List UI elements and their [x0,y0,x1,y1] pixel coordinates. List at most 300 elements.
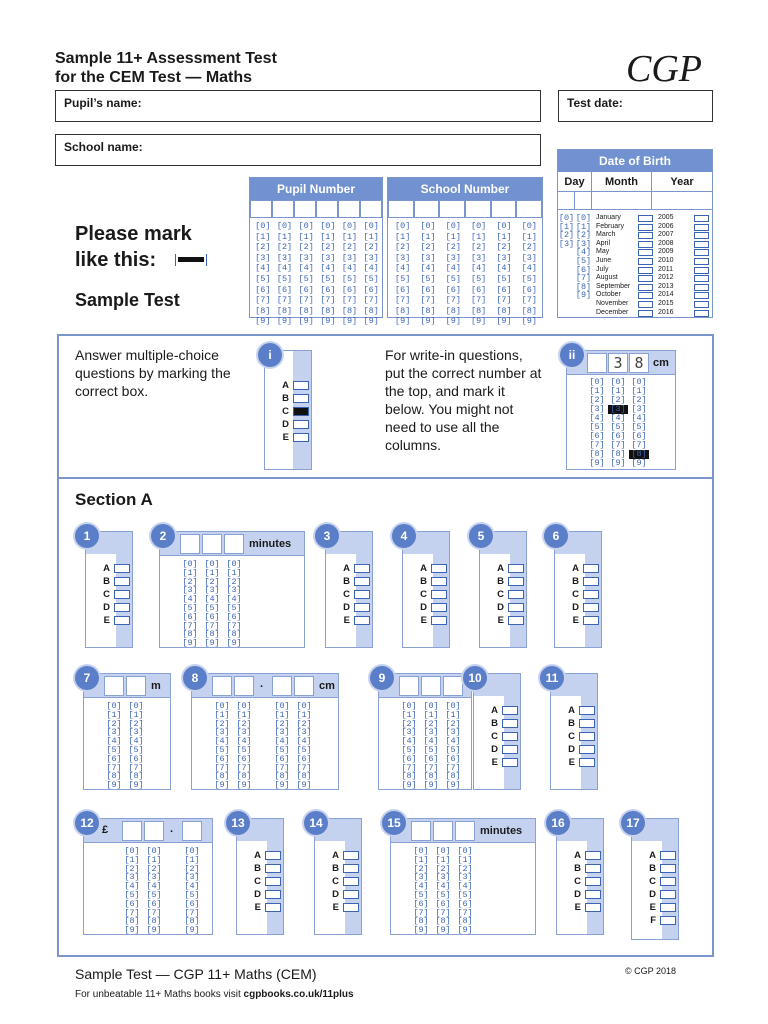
digit-entry-cell[interactable] [421,676,441,696]
digit-bubble[interactable]: [7] [274,762,290,773]
digit-bubble[interactable]: [6] [124,898,140,909]
digit-bubble[interactable]: [1] [445,709,461,720]
digit-bubble[interactable]: [7] [236,762,252,773]
digit-bubble[interactable]: [7] [182,620,198,631]
digit-bubble[interactable]: [2] [610,395,626,405]
mc-option[interactable] [632,849,678,862]
option-box[interactable] [265,877,281,886]
digit-bubble[interactable]: [2] [255,242,271,253]
digit-bubble[interactable]: [8] [435,916,451,927]
digit-bubble[interactable]: [3] [445,727,461,738]
digit-bubble[interactable]: [2] [631,395,647,405]
digit-entry-cell[interactable]: 8 [629,353,649,373]
digit-bubble[interactable]: [5] [214,744,230,755]
digit-bubble[interactable]: [5] [106,744,122,755]
option-box[interactable] [660,916,676,925]
digit-entry-cell[interactable] [180,534,200,554]
option-box[interactable] [431,577,447,586]
option-box[interactable] [114,603,130,612]
option-box[interactable] [431,616,447,625]
dob-day-bubble[interactable]: [8] [575,281,592,292]
mc-option[interactable] [474,743,520,756]
digit-bubble[interactable]: [8] [457,916,473,927]
dob-year-option[interactable] [658,248,712,257]
mc-option[interactable] [315,862,361,875]
digit-bubble[interactable]: [3] [608,405,628,414]
test-date-field[interactable] [558,90,713,122]
digit-bubble[interactable]: [6] [106,753,122,764]
dob-day-bubble[interactable]: [1] [558,221,575,232]
digit-bubble[interactable]: [4] [395,263,411,274]
digit-bubble[interactable]: [9] [610,458,626,468]
digit-bubble[interactable]: [6] [146,898,162,909]
option-box[interactable] [293,420,309,429]
dob-month-box[interactable] [638,215,653,222]
digit-bubble[interactable]: [1] [236,709,252,720]
digit-bubble[interactable]: [1] [610,386,626,396]
digit-bubble[interactable]: [4] [146,881,162,892]
digit-bubble[interactable]: [6] [445,284,461,295]
digit-bubble[interactable]: [7] [276,295,293,306]
digit-bubble[interactable]: [0] [423,701,439,711]
dob-month-box[interactable] [638,301,653,308]
digit-bubble[interactable]: [7] [106,762,122,773]
digit-entry-cell[interactable] [250,200,272,218]
digit-bubble[interactable]: [3] [274,727,290,738]
digit-bubble[interactable]: [9] [106,780,122,791]
mc-option[interactable] [632,875,678,888]
digit-bubble[interactable]: [9] [128,780,144,791]
mc-option[interactable] [557,888,603,901]
dob-year-box[interactable] [694,215,709,222]
dob-month-option[interactable] [596,266,654,275]
digit-bubble[interactable]: [1] [204,567,220,578]
digit-bubble[interactable]: [2] [184,863,200,874]
digit-bubble[interactable]: [2] [204,576,220,587]
digit-bubble[interactable]: [2] [298,242,314,253]
digit-bubble[interactable]: [1] [276,231,293,242]
digit-bubble[interactable]: [0] [435,846,451,856]
digit-entry-cell[interactable] [316,200,338,218]
digit-bubble[interactable]: [4] [274,736,290,747]
digit-bubble[interactable]: [6] [610,431,626,441]
digit-bubble[interactable]: [6] [204,611,220,622]
digit-bubble[interactable]: [5] [124,889,140,900]
digit-bubble[interactable]: [4] [236,736,252,747]
footer-promo-link[interactable]: cgpbooks.co.uk/11plus [243,989,354,1000]
digit-bubble[interactable]: [2] [521,242,537,253]
digit-bubble[interactable]: [6] [423,753,439,764]
digit-bubble[interactable]: [7] [255,295,271,306]
digit-bubble[interactable]: [8] [420,305,436,316]
option-box[interactable] [583,603,599,612]
digit-bubble[interactable]: [3] [457,872,473,883]
digit-bubble[interactable]: [8] [128,771,144,782]
digit-bubble[interactable]: [0] [236,701,252,711]
digit-bubble[interactable]: [5] [589,422,605,432]
dob-month-box[interactable] [638,310,653,317]
mc-option[interactable] [403,575,449,588]
dob-month-box[interactable] [638,249,653,256]
mc-option[interactable] [315,849,361,862]
dob-month-box[interactable] [638,292,653,299]
mc-option[interactable] [480,562,526,575]
digit-bubble[interactable]: [8] [445,771,461,782]
digit-bubble[interactable]: [3] [413,872,429,883]
digit-bubble[interactable]: [8] [236,771,252,782]
digit-bubble[interactable]: [4] [204,594,220,605]
digit-bubble[interactable]: [2] [395,242,411,253]
digit-bubble[interactable]: [1] [470,231,487,242]
digit-entry-cell[interactable] [433,821,453,841]
digit-bubble[interactable]: [2] [214,718,230,729]
mc-option[interactable] [86,614,132,627]
digit-bubble[interactable]: [4] [276,263,293,274]
digit-bubble[interactable]: [3] [255,252,271,263]
digit-bubble[interactable]: [1] [296,709,312,720]
digit-bubble[interactable]: [3] [521,252,537,263]
option-box[interactable] [502,719,518,728]
digit-bubble[interactable]: [4] [124,881,140,892]
option-box[interactable] [502,758,518,767]
mc-option[interactable] [265,392,311,405]
digit-bubble[interactable]: [7] [521,295,537,306]
digit-bubble[interactable]: [3] [341,252,358,263]
digit-bubble[interactable]: [6] [274,753,290,764]
mc-option[interactable] [474,756,520,769]
dob-month-option[interactable] [596,309,654,318]
digit-bubble[interactable]: [1] [395,231,411,242]
digit-bubble[interactable]: [7] [320,295,336,306]
option-box[interactable] [660,851,676,860]
digit-bubble[interactable]: [2] [470,242,487,253]
digit-bubble[interactable]: [2] [146,863,162,874]
option-box[interactable] [265,864,281,873]
digit-bubble[interactable]: [4] [106,736,122,747]
mc-option[interactable] [551,704,597,717]
digit-bubble[interactable]: [3] [128,727,144,738]
digit-bubble[interactable]: [2] [274,718,290,729]
digit-bubble[interactable]: [0] [214,701,230,711]
mc-option[interactable] [551,756,597,769]
option-box[interactable] [660,864,676,873]
option-box[interactable] [579,719,595,728]
option-box[interactable] [354,577,370,586]
digit-bubble[interactable]: [0] [610,377,626,387]
digit-bubble[interactable]: [5] [395,273,411,284]
digit-bubble[interactable]: [0] [274,701,290,711]
digit-bubble[interactable]: [6] [496,284,512,295]
digit-bubble[interactable]: [4] [226,594,242,605]
digit-bubble[interactable]: [0] [445,221,461,231]
digit-bubble[interactable]: [5] [298,273,314,284]
digit-bubble[interactable]: [1] [413,854,429,865]
option-box[interactable] [579,706,595,715]
digit-bubble[interactable]: [3] [589,404,605,414]
mc-option[interactable] [265,418,311,431]
digit-bubble[interactable]: [6] [184,898,200,909]
digit-bubble[interactable]: [0] [363,221,379,231]
digit-bubble[interactable]: [8] [401,771,417,782]
option-box[interactable] [343,877,359,886]
digit-bubble[interactable]: [7] [146,907,162,918]
option-box[interactable] [343,890,359,899]
digit-bubble[interactable]: [8] [496,305,512,316]
digit-bubble[interactable]: [1] [445,231,461,242]
dob-day-bubble[interactable]: [4] [575,247,592,258]
digit-bubble[interactable]: [4] [182,594,198,605]
digit-bubble[interactable]: [3] [420,252,436,263]
option-box[interactable] [114,564,130,573]
digit-bubble[interactable]: [3] [435,872,451,883]
digit-bubble[interactable]: [7] [395,295,411,306]
dob-year-box[interactable] [694,301,709,308]
digit-bubble[interactable]: [8] [298,305,314,316]
digit-bubble[interactable]: [9] [146,925,162,936]
digit-entry-cell[interactable] [272,200,294,218]
digit-bubble[interactable]: [2] [457,863,473,874]
digit-bubble[interactable]: [0] [226,559,242,569]
dob-day-bubble[interactable]: [9] [575,290,592,301]
digit-bubble[interactable]: [5] [184,889,200,900]
mc-option[interactable] [551,743,597,756]
digit-bubble[interactable]: [7] [124,907,140,918]
digit-bubble[interactable]: [7] [457,907,473,918]
digit-bubble[interactable]: [9] [296,780,312,791]
mc-option[interactable] [86,601,132,614]
digit-bubble[interactable]: [8] [521,305,537,316]
digit-entry-cell[interactable]: 3 [608,353,628,373]
dob-month-option[interactable] [596,240,654,249]
digit-bubble[interactable]: [7] [363,295,379,306]
dob-year-box[interactable] [694,275,709,282]
digit-bubble[interactable]: [1] [589,386,605,396]
digit-bubble[interactable]: [1] [401,709,417,720]
digit-bubble[interactable]: [7] [128,762,144,773]
digit-entry-cell[interactable] [465,200,491,218]
digit-bubble[interactable]: [8] [610,449,626,459]
dob-month-option[interactable] [596,248,654,257]
digit-entry-cell[interactable] [272,676,292,696]
digit-bubble[interactable]: [6] [298,284,314,295]
digit-bubble[interactable]: [4] [631,413,647,423]
digit-entry-cell[interactable] [439,200,465,218]
digit-bubble[interactable]: [3] [182,585,198,596]
digit-entry-cell[interactable] [212,676,232,696]
digit-bubble[interactable]: [5] [457,889,473,900]
dob-month-box[interactable] [638,267,653,274]
mc-option[interactable] [86,562,132,575]
digit-bubble[interactable]: [7] [631,440,647,450]
digit-bubble[interactable]: [5] [276,273,293,284]
digit-bubble[interactable]: [8] [589,449,605,459]
digit-bubble[interactable]: [9] [420,316,436,327]
digit-bubble[interactable]: [8] [320,305,336,316]
dob-year-box[interactable] [694,232,709,239]
option-box[interactable] [293,394,309,403]
option-box[interactable] [502,732,518,741]
digit-bubble[interactable]: [9] [445,780,461,791]
digit-bubble[interactable]: [7] [610,440,626,450]
digit-bubble[interactable]: [0] [521,221,537,231]
digit-bubble[interactable]: [4] [610,413,626,423]
option-box[interactable] [508,564,524,573]
digit-bubble[interactable]: [7] [589,440,605,450]
digit-bubble[interactable]: [1] [363,231,379,242]
digit-bubble[interactable]: [3] [214,727,230,738]
digit-bubble[interactable]: [2] [401,718,417,729]
digit-bubble[interactable]: [2] [589,395,605,405]
dob-year-option[interactable] [658,309,712,318]
digit-bubble[interactable]: [7] [470,295,487,306]
digit-bubble[interactable]: [1] [423,709,439,720]
option-box[interactable] [343,851,359,860]
digit-bubble[interactable]: [0] [255,221,271,231]
mc-option[interactable] [326,562,372,575]
digit-bubble[interactable]: [6] [236,753,252,764]
mc-option[interactable] [265,405,311,418]
mc-option[interactable] [557,849,603,862]
digit-bubble[interactable]: [9] [298,316,314,327]
option-box[interactable] [293,381,309,390]
digit-bubble[interactable]: [4] [457,881,473,892]
digit-bubble[interactable]: [5] [128,744,144,755]
option-box[interactable] [583,564,599,573]
dob-year-box[interactable] [694,292,709,299]
digit-bubble[interactable]: [8] [276,305,293,316]
mc-option[interactable] [557,901,603,914]
digit-bubble[interactable]: [8] [445,305,461,316]
mc-option[interactable] [555,588,601,601]
digit-bubble[interactable]: [4] [420,263,436,274]
dob-month-option[interactable] [596,231,654,240]
digit-entry-cell[interactable] [182,821,202,841]
dob-year-option[interactable] [658,231,712,240]
digit-bubble[interactable]: [1] [182,567,198,578]
dob-year-option[interactable] [658,300,712,309]
digit-bubble[interactable]: [4] [255,263,271,274]
dob-year-box[interactable] [694,224,709,231]
digit-bubble[interactable]: [6] [631,431,647,441]
digit-bubble[interactable]: [9] [276,316,293,327]
digit-bubble[interactable]: [3] [276,252,293,263]
digit-entry-cell[interactable] [414,200,440,218]
digit-bubble[interactable]: [3] [236,727,252,738]
digit-bubble[interactable]: [8] [226,629,242,640]
digit-bubble[interactable]: [4] [320,263,336,274]
option-box[interactable] [585,851,601,860]
digit-bubble[interactable]: [7] [401,762,417,773]
digit-bubble[interactable]: [8] [363,305,379,316]
dob-month-box[interactable] [638,224,653,231]
digit-bubble[interactable]: [7] [298,295,314,306]
mc-option[interactable] [326,588,372,601]
digit-bubble[interactable]: [8] [214,771,230,782]
mc-option[interactable] [555,562,601,575]
digit-bubble[interactable]: [2] [226,576,242,587]
digit-bubble[interactable]: [5] [445,744,461,755]
digit-bubble[interactable]: [4] [423,736,439,747]
mc-option[interactable] [480,601,526,614]
dob-month-option[interactable] [596,223,654,232]
digit-bubble[interactable]: [3] [226,585,242,596]
digit-bubble[interactable]: [6] [435,898,451,909]
dob-month-option[interactable] [596,214,654,223]
mc-option[interactable] [403,562,449,575]
dob-day-bubble[interactable]: [7] [575,273,592,284]
option-box[interactable] [431,603,447,612]
digit-entry-cell[interactable] [234,676,254,696]
digit-bubble[interactable]: [0] [106,701,122,711]
digit-bubble[interactable]: [9] [363,316,379,327]
digit-bubble[interactable]: [9] [589,458,605,468]
digit-bubble[interactable]: [1] [631,386,647,396]
digit-bubble[interactable]: [1] [226,567,242,578]
digit-bubble[interactable]: [2] [236,718,252,729]
dob-year-box[interactable] [694,249,709,256]
digit-bubble[interactable]: [6] [128,753,144,764]
digit-bubble[interactable]: [0] [296,701,312,711]
digit-bubble[interactable]: [9] [204,638,220,649]
dob-year-option[interactable] [658,266,712,275]
dob-month-option[interactable] [596,300,654,309]
digit-bubble[interactable]: [2] [128,718,144,729]
digit-entry-cell[interactable] [126,676,146,696]
digit-bubble[interactable]: [6] [255,284,271,295]
school-name-field[interactable] [55,134,541,166]
digit-bubble[interactable]: [9] [320,316,336,327]
digit-bubble[interactable]: [7] [413,907,429,918]
dob-year-option[interactable] [658,257,712,266]
digit-bubble[interactable]: [5] [521,273,537,284]
digit-bubble[interactable]: [9] [214,780,230,791]
digit-bubble[interactable]: [6] [589,431,605,441]
mc-option[interactable] [557,862,603,875]
digit-entry-cell[interactable] [516,200,542,218]
option-box[interactable] [265,851,281,860]
digit-bubble[interactable]: [5] [320,273,336,284]
digit-bubble[interactable]: [1] [146,854,162,865]
digit-bubble[interactable]: [9] [184,925,200,936]
digit-bubble[interactable]: [7] [341,295,358,306]
digit-bubble[interactable]: [6] [457,898,473,909]
digit-bubble[interactable]: [6] [445,753,461,764]
digit-bubble[interactable]: [8] [395,305,411,316]
mc-option[interactable] [86,588,132,601]
option-box[interactable] [354,603,370,612]
digit-bubble[interactable]: [9] [274,780,290,791]
digit-bubble[interactable]: [9] [435,925,451,936]
digit-bubble[interactable]: [0] [445,701,461,711]
digit-bubble[interactable]: [1] [128,709,144,720]
mc-option[interactable] [480,588,526,601]
digit-entry-cell[interactable] [294,676,314,696]
option-box[interactable] [354,616,370,625]
option-box[interactable] [508,603,524,612]
option-box[interactable] [583,616,599,625]
digit-bubble[interactable]: [0] [395,221,411,231]
option-box[interactable] [660,877,676,886]
dob-year-option[interactable] [658,214,712,223]
digit-bubble[interactable]: [3] [298,252,314,263]
digit-bubble[interactable]: [7] [423,762,439,773]
dob-month-box[interactable] [638,275,653,282]
dob-month-box[interactable] [638,241,653,248]
pupil-name-field[interactable] [55,90,541,122]
digit-bubble[interactable]: [5] [631,422,647,432]
dob-month-option[interactable] [596,257,654,266]
digit-entry-cell[interactable] [399,676,419,696]
